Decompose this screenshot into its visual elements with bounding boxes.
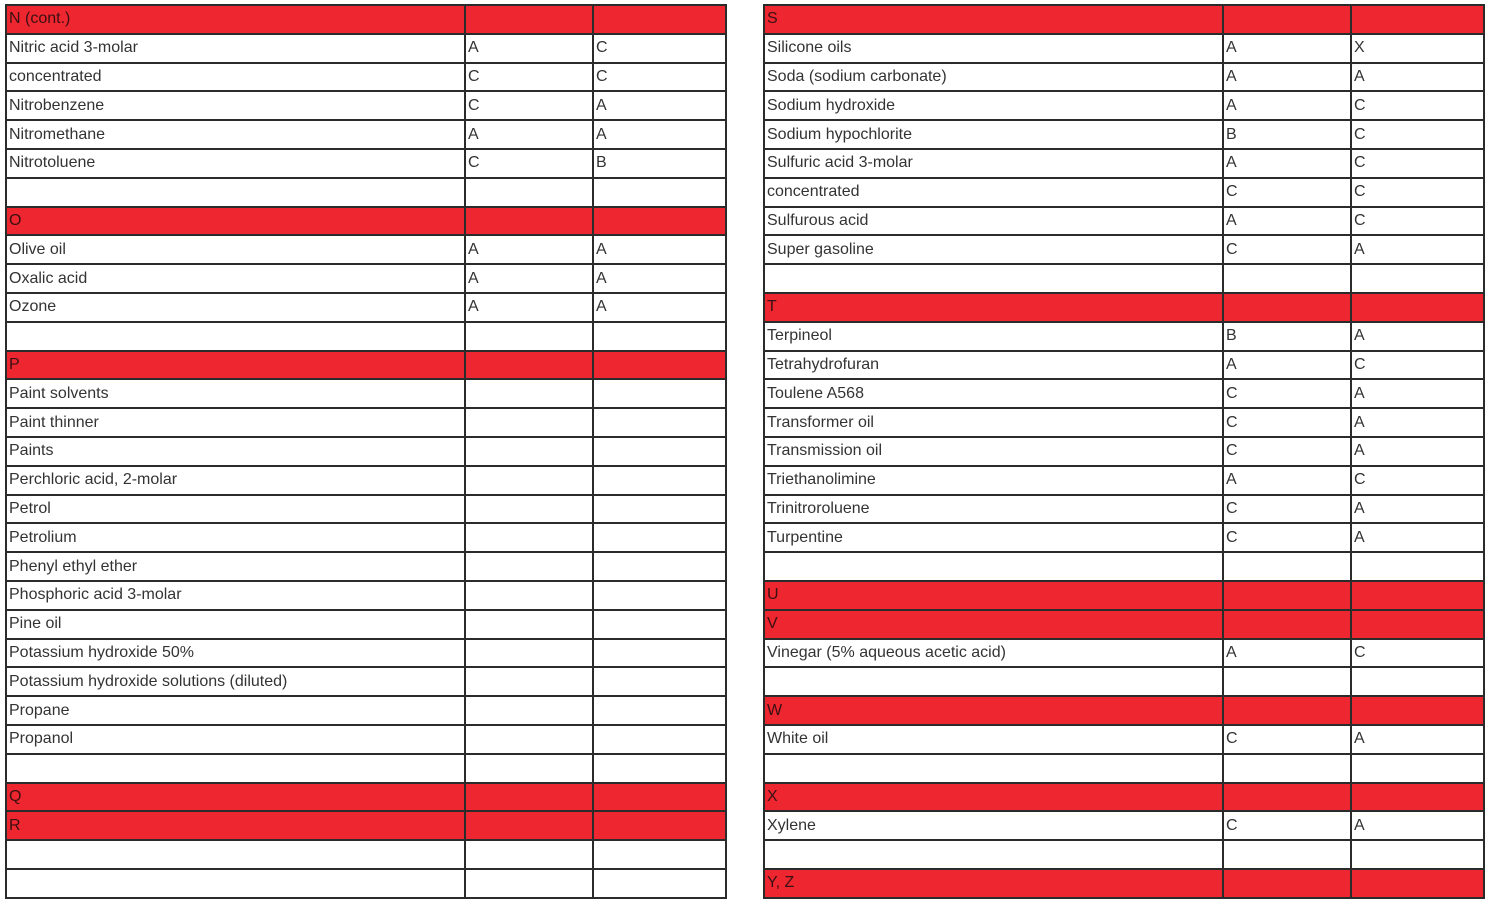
rating-a-cell (465, 322, 593, 351)
table-row (764, 523, 1484, 552)
section-letter: P (6, 351, 465, 380)
substance-cell: Potassium hydroxide 50% (6, 639, 465, 668)
section-header-row (6, 783, 726, 812)
table-row (764, 379, 1484, 408)
rating-b-cell: A (593, 91, 726, 120)
rating-a-cell: A (1223, 91, 1351, 120)
substance-cell (6, 322, 465, 351)
substance-cell: Propanol (6, 725, 465, 754)
rating-a-cell: C (1223, 523, 1351, 552)
rating-b-cell (593, 322, 726, 351)
substance-cell (6, 754, 465, 783)
substance-cell: Paint thinner (6, 408, 465, 437)
rating-b-cell: C (593, 34, 726, 63)
substance-cell: Oxalic acid (6, 264, 465, 293)
table-row (764, 552, 1484, 581)
rating-b-cell: C (1351, 351, 1484, 380)
section-header-row (764, 5, 1484, 34)
rating-b-cell: C (1351, 149, 1484, 178)
rating-b-cell: A (1351, 322, 1484, 351)
substance-cell (6, 178, 465, 207)
substance-cell: Nitric acid 3-molar (6, 34, 465, 63)
rating-a-cell (1223, 754, 1351, 783)
rating-a-cell (465, 696, 593, 725)
table-row (764, 408, 1484, 437)
rating-b-cell (1351, 5, 1484, 34)
table-row (6, 696, 726, 725)
rating-a-cell: C (1223, 379, 1351, 408)
rating-a-cell (1223, 869, 1351, 898)
substance-cell: Paint solvents (6, 379, 465, 408)
substance-cell: Phosphoric acid 3-molar (6, 581, 465, 610)
substance-cell: Sodium hydroxide (764, 91, 1223, 120)
right-resistance-table (763, 4, 1485, 899)
section-letter: N (cont.) (6, 5, 465, 34)
rating-a-cell (465, 552, 593, 581)
substance-cell: Transmission oil (764, 437, 1223, 466)
section-header-row (6, 351, 726, 380)
table-row (764, 754, 1484, 783)
table-row (6, 91, 726, 120)
substance-cell: Silicone oils (764, 34, 1223, 63)
rating-a-cell: A (465, 264, 593, 293)
rating-a-cell (465, 581, 593, 610)
substance-cell: Petrolium (6, 523, 465, 552)
rating-a-cell (465, 811, 593, 840)
table-row (764, 264, 1484, 293)
table-row (6, 322, 726, 351)
rating-b-cell: A (1351, 63, 1484, 92)
rating-a-cell: C (465, 149, 593, 178)
rating-b-cell: A (1351, 495, 1484, 524)
table-row (6, 523, 726, 552)
table-row (6, 610, 726, 639)
rating-b-cell (593, 466, 726, 495)
substance-cell: Xylene (764, 811, 1223, 840)
table-row (6, 379, 726, 408)
rating-b-cell (1351, 840, 1484, 869)
rating-a-cell (465, 5, 593, 34)
section-header-row (6, 5, 726, 34)
substance-cell (6, 869, 465, 898)
table-row (764, 235, 1484, 264)
table-row (6, 437, 726, 466)
substance-cell: Nitrotoluene (6, 149, 465, 178)
substance-cell: Nitromethane (6, 120, 465, 149)
rating-a-cell (465, 495, 593, 524)
substance-cell (764, 840, 1223, 869)
substance-cell: Super gasoline (764, 235, 1223, 264)
rating-a-cell: C (1223, 437, 1351, 466)
table-row (764, 322, 1484, 351)
substance-cell: concentrated (764, 178, 1223, 207)
rating-a-cell: C (1223, 495, 1351, 524)
rating-b-cell: C (593, 63, 726, 92)
table-row (6, 34, 726, 63)
rating-b-cell: A (1351, 235, 1484, 264)
rating-a-cell (465, 840, 593, 869)
table-row (6, 235, 726, 264)
section-letter: S (764, 5, 1223, 34)
table-row (764, 495, 1484, 524)
rating-b-cell: A (1351, 523, 1484, 552)
rating-a-cell (1223, 293, 1351, 322)
rating-b-cell (1351, 696, 1484, 725)
rating-b-cell (593, 754, 726, 783)
left-table-body (6, 5, 726, 898)
section-header-row (764, 293, 1484, 322)
table-row (764, 639, 1484, 668)
rating-b-cell (1351, 869, 1484, 898)
rating-b-cell (593, 437, 726, 466)
rating-b-cell: A (593, 235, 726, 264)
table-row (764, 351, 1484, 380)
rating-b-cell: C (1351, 120, 1484, 149)
rating-a-cell: A (465, 235, 593, 264)
section-header-row (764, 581, 1484, 610)
rating-b-cell: C (1351, 178, 1484, 207)
rating-b-cell (1351, 667, 1484, 696)
table-row (764, 34, 1484, 63)
table-row (6, 63, 726, 92)
table-row (6, 840, 726, 869)
table-row (764, 667, 1484, 696)
substance-cell: Sulfurous acid (764, 207, 1223, 236)
substance-cell: Ozone (6, 293, 465, 322)
table-row (764, 178, 1484, 207)
rating-a-cell: A (1223, 639, 1351, 668)
substance-cell: Trinitroroluene (764, 495, 1223, 524)
substance-cell: Triethanolimine (764, 466, 1223, 495)
table-row (764, 466, 1484, 495)
rating-b-cell: A (1351, 408, 1484, 437)
rating-b-cell: A (593, 120, 726, 149)
table-row (764, 63, 1484, 92)
section-letter: Y, Z (764, 869, 1223, 898)
substance-cell: Vinegar (5% aqueous acetic acid) (764, 639, 1223, 668)
rating-b-cell (593, 523, 726, 552)
substance-cell: Potassium hydroxide solutions (diluted) (6, 667, 465, 696)
table-row (6, 639, 726, 668)
rating-a-cell (465, 351, 593, 380)
rating-a-cell: A (1223, 149, 1351, 178)
substance-cell: concentrated (6, 63, 465, 92)
rating-a-cell (1223, 5, 1351, 34)
table-row (6, 293, 726, 322)
rating-a-cell: C (465, 63, 593, 92)
substance-cell: Turpentine (764, 523, 1223, 552)
table-row (764, 840, 1484, 869)
rating-a-cell (465, 408, 593, 437)
substance-cell: Terpineol (764, 322, 1223, 351)
substance-cell: Tetrahydrofuran (764, 351, 1223, 380)
rating-b-cell (1351, 293, 1484, 322)
substance-cell (6, 840, 465, 869)
table-row (6, 725, 726, 754)
substance-cell: Sulfuric acid 3-molar (764, 149, 1223, 178)
rating-a-cell (465, 437, 593, 466)
right-table-body (764, 5, 1484, 898)
rating-b-cell: C (1351, 466, 1484, 495)
rating-b-cell: A (593, 264, 726, 293)
left-resistance-table (5, 4, 727, 899)
rating-a-cell: A (1223, 34, 1351, 63)
rating-b-cell (1351, 264, 1484, 293)
rating-a-cell: A (1223, 207, 1351, 236)
table-row (6, 408, 726, 437)
rating-b-cell: A (1351, 379, 1484, 408)
section-letter: X (764, 783, 1223, 812)
rating-b-cell (593, 811, 726, 840)
rating-a-cell (465, 725, 593, 754)
section-letter: V (764, 610, 1223, 639)
section-letter: Q (6, 783, 465, 812)
rating-a-cell: C (1223, 178, 1351, 207)
substance-cell: Paints (6, 437, 465, 466)
rating-b-cell: C (1351, 639, 1484, 668)
rating-b-cell: C (1351, 91, 1484, 120)
rating-a-cell (465, 379, 593, 408)
table-row (6, 495, 726, 524)
rating-a-cell (1223, 840, 1351, 869)
section-letter: W (764, 696, 1223, 725)
rating-b-cell (593, 783, 726, 812)
rating-a-cell (465, 754, 593, 783)
rating-a-cell: A (465, 293, 593, 322)
rating-b-cell: B (593, 149, 726, 178)
section-letter: T (764, 293, 1223, 322)
rating-b-cell (1351, 552, 1484, 581)
table-row (6, 178, 726, 207)
rating-b-cell (1351, 783, 1484, 812)
rating-b-cell (593, 725, 726, 754)
rating-b-cell: C (1351, 207, 1484, 236)
substance-cell: Phenyl ethyl ether (6, 552, 465, 581)
rating-a-cell: A (465, 34, 593, 63)
table-row (6, 149, 726, 178)
rating-a-cell (465, 639, 593, 668)
rating-b-cell (593, 610, 726, 639)
rating-b-cell (593, 408, 726, 437)
rating-a-cell (465, 869, 593, 898)
substance-cell: Sodium hypochlorite (764, 120, 1223, 149)
rating-a-cell: A (1223, 63, 1351, 92)
substance-cell: White oil (764, 725, 1223, 754)
rating-a-cell (1223, 264, 1351, 293)
table-row (6, 581, 726, 610)
rating-a-cell: A (1223, 351, 1351, 380)
substance-cell (764, 754, 1223, 783)
rating-b-cell: A (1351, 811, 1484, 840)
rating-a-cell: A (1223, 466, 1351, 495)
table-row (764, 725, 1484, 754)
rating-b-cell (593, 581, 726, 610)
rating-a-cell: B (1223, 120, 1351, 149)
rating-b-cell (593, 207, 726, 236)
table-row (764, 91, 1484, 120)
rating-a-cell (465, 466, 593, 495)
rating-a-cell (1223, 610, 1351, 639)
rating-b-cell (1351, 610, 1484, 639)
rating-b-cell (593, 639, 726, 668)
table-row (764, 149, 1484, 178)
rating-a-cell: C (465, 91, 593, 120)
table-row (6, 754, 726, 783)
table-row (764, 120, 1484, 149)
rating-a-cell: C (1223, 725, 1351, 754)
rating-b-cell (593, 379, 726, 408)
substance-cell: Toulene A568 (764, 379, 1223, 408)
table-row (6, 552, 726, 581)
section-header-row (6, 207, 726, 236)
section-letter: O (6, 207, 465, 236)
rating-b-cell (593, 178, 726, 207)
substance-cell (764, 667, 1223, 696)
table-row (6, 466, 726, 495)
rating-b-cell (1351, 581, 1484, 610)
substance-cell: Transformer oil (764, 408, 1223, 437)
table-row (764, 437, 1484, 466)
rating-b-cell (593, 696, 726, 725)
rating-b-cell (1351, 754, 1484, 783)
rating-b-cell: A (1351, 437, 1484, 466)
substance-cell: Propane (6, 696, 465, 725)
rating-b-cell (593, 667, 726, 696)
rating-a-cell: A (465, 120, 593, 149)
rating-a-cell (465, 610, 593, 639)
rating-a-cell: C (1223, 408, 1351, 437)
rating-a-cell (1223, 667, 1351, 696)
rating-b-cell (593, 840, 726, 869)
substance-cell (764, 264, 1223, 293)
rating-a-cell: B (1223, 322, 1351, 351)
rating-a-cell (1223, 581, 1351, 610)
rating-a-cell (465, 178, 593, 207)
section-header-row (764, 869, 1484, 898)
rating-b-cell (593, 869, 726, 898)
section-header-row (764, 783, 1484, 812)
rating-b-cell (593, 495, 726, 524)
table-row (6, 667, 726, 696)
section-header-row (764, 610, 1484, 639)
substance-cell (764, 552, 1223, 581)
table-row (6, 869, 726, 898)
rating-a-cell (1223, 783, 1351, 812)
substance-cell: Soda (sodium carbonate) (764, 63, 1223, 92)
table-row (764, 207, 1484, 236)
section-header-row (764, 696, 1484, 725)
rating-b-cell: A (1351, 725, 1484, 754)
section-letter: U (764, 581, 1223, 610)
rating-a-cell: C (1223, 235, 1351, 264)
rating-b-cell (593, 552, 726, 581)
rating-b-cell (593, 351, 726, 380)
rating-b-cell (593, 5, 726, 34)
table-row (6, 264, 726, 293)
substance-cell: Perchloric acid, 2-molar (6, 466, 465, 495)
rating-b-cell: A (593, 293, 726, 322)
rating-a-cell: C (1223, 811, 1351, 840)
rating-a-cell (465, 667, 593, 696)
section-letter: R (6, 811, 465, 840)
rating-a-cell (1223, 552, 1351, 581)
substance-cell: Olive oil (6, 235, 465, 264)
table-row (764, 811, 1484, 840)
rating-a-cell (465, 523, 593, 552)
substance-cell: Petrol (6, 495, 465, 524)
rating-a-cell (465, 207, 593, 236)
rating-a-cell (465, 783, 593, 812)
table-row (6, 120, 726, 149)
substance-cell: Pine oil (6, 610, 465, 639)
rating-b-cell: X (1351, 34, 1484, 63)
section-header-row (6, 811, 726, 840)
substance-cell: Nitrobenzene (6, 91, 465, 120)
rating-a-cell (1223, 696, 1351, 725)
